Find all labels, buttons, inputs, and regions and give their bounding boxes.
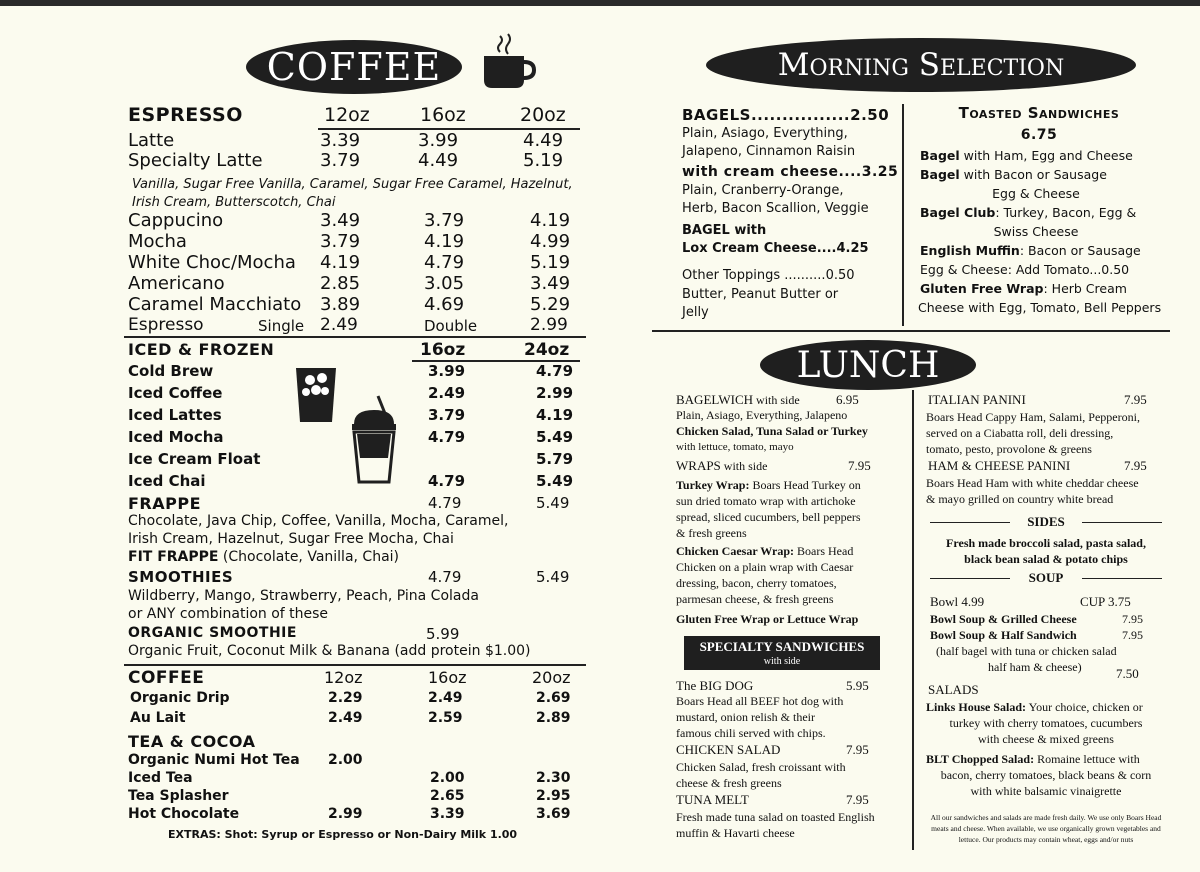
frappe-flavors: Irish Cream, Hazelnut, Sugar Free Mocha, Chai [128,531,454,547]
sides-desc: Fresh made broccoli salad, pasta salad, [946,536,1146,550]
price: 3.99 [418,130,459,151]
coffee-heading: COFFEE [128,668,205,688]
item-desc: turkey with cherry tomatoes, cucumbers [949,716,1143,730]
item-desc: tomato, pesto, provolone & greens [926,442,1092,456]
soup-title: SOUP [1028,570,1064,585]
item-name: BLT Chopped Salad: [926,752,1035,766]
item-name: Bagel [920,148,960,163]
item-name: The BIG DOG [676,678,754,693]
item-name: Bowl Soup & Half Sandwich [930,628,1077,642]
divider [912,390,914,850]
item-desc: Boars Head [794,544,854,558]
price: 2.49 [328,710,363,726]
morning-selection-banner [706,38,1136,92]
gluten-free-note: Gluten Free Wrap or Lettuce Wrap [676,612,859,626]
menu-item [128,150,588,170]
iced-heading: ICED & FROZEN [128,340,275,359]
fit-frappe-label: FIT FRAPPE [128,549,219,565]
price: 2.99 [328,806,363,822]
specialty-title: SPECIALTY SANDWICHES [699,639,865,654]
soup-half-row [930,628,1166,643]
toasted-line [920,281,1164,296]
item-name: FRAPPE [128,494,202,513]
bagelwich-row [676,392,898,408]
item-desc: Plain, Asiago, Everything, Jalapeno [676,408,848,422]
price: 4.49 [418,150,459,171]
size-12oz: 12oz [324,104,370,126]
menu-item [128,690,588,710]
price: 3.49 [320,210,361,231]
price: 4.79 [536,362,574,380]
price: 2.95 [536,788,571,804]
item-name: TUNA MELT [676,792,749,807]
price: 4.49 [523,130,564,151]
item-desc: : Turkey, Bacon, Egg & [995,205,1137,220]
price: 5.95 [846,678,869,693]
cream-cheese-desc: Herb, Bacon Scallion, Veggie [682,201,869,216]
price: 2.00 [328,752,363,768]
item-name: Tea Splasher [128,788,229,804]
price: 7.95 [1124,392,1147,407]
price: 2.99 [530,315,568,335]
size-24oz: 24oz [524,340,570,360]
toasted-line [920,243,1164,258]
item-name: Latte [128,130,175,151]
item-desc: spread, sliced cucumbers, bell peppers [676,510,861,524]
item-name: Au Lait [130,710,186,726]
espresso-section [128,104,588,344]
price: 3.05 [424,273,465,294]
price: 4.79 [428,494,462,512]
price: 2.49 [320,315,358,335]
price: 3.79 [424,210,465,231]
toasted-line [920,148,1164,163]
item-desc: half ham & cheese) [988,660,1082,674]
item-desc: with cheese & mixed greens [978,732,1114,746]
tuna-melt-row [676,792,898,807]
price: 4.19 [320,252,361,273]
price: 4.99 [530,231,571,252]
menu-item [128,294,588,314]
item-desc: Chicken Salad, fresh croissant with [676,760,846,774]
item-desc: (half bagel with tuna or chicken salad [936,644,1117,658]
price: 2.69 [536,690,571,706]
size-16oz: 16oz [428,668,467,687]
latte-flavors: Vanilla, Sugar Free Vanilla, Caramel, Sugar Free Caramel, Hazelnut, Irish Cream, Butterscotch, Chai [132,177,573,210]
price: 7.95 [1122,612,1143,626]
item-desc: dressing, bacon, cherry tomatoes, [676,576,837,590]
item-desc: Boars Head Cappy Ham, Salami, Pepperoni, [926,410,1140,424]
size-12oz: 12oz [324,668,363,687]
price: 2.49 [428,690,463,706]
item-name: English Muffin [920,243,1020,258]
toasted-price: 6.75 [1020,127,1058,143]
divider [652,330,1170,332]
item-desc: Egg & Cheese [992,186,1080,201]
item-name: Iced Lattes [128,406,222,424]
item-name: Links House Salad: [926,700,1027,714]
price: 3.79 [428,406,466,424]
menu-item [128,130,588,150]
fit-frappe-flavors: (Chocolate, Vanilla, Chai) [222,549,400,565]
price: 6.95 [836,392,859,407]
lunch-right-section [924,392,1168,852]
size-20oz: 20oz [520,104,566,126]
item-desc: Your choice, chicken or [1026,700,1143,714]
frozen-drink-icon [348,394,400,490]
ham-panini-row [928,458,1168,473]
item-name: ORGANIC SMOOTHIE [128,625,297,641]
item-desc: served on a Ciabatta roll, deli dressing, [926,426,1114,440]
price: 4.79 [428,428,466,446]
soup-cup-price: CUP 3.75 [1080,594,1131,609]
item-name: SMOOTHIES [128,568,234,586]
coffee-cup-icon [478,32,538,96]
item-name: BAGELWICH [676,392,754,407]
item-name: Organic Drip [130,690,230,706]
item-desc: bacon, cherry tomatoes, black beans & corn [940,768,1152,782]
menu-item [128,231,588,251]
tea-heading: TEA & COCOA [128,732,256,751]
bagels-section [682,106,898,326]
price: 2.00 [430,770,465,786]
extras-note: EXTRAS: Shot: Syrup or Espresso or Non-Dairy Milk 1.00 [168,828,518,841]
item-name: Bagel Club [920,205,996,220]
item-name: Gluten Free Wrap [920,281,1044,296]
size-16oz: 16oz [420,340,466,360]
item-desc: with Ham, Egg and Cheese [959,148,1133,163]
item-name: Bagel [920,167,960,182]
item-desc: & fresh greens [676,526,747,540]
divider [124,664,586,666]
item-name: Iced Mocha [128,428,224,446]
price: 2.85 [320,273,361,294]
menu-item [128,770,588,790]
item-name: Cappucino [128,210,224,231]
item-name: Organic Numi Hot Tea [128,752,300,768]
iced-drink-icon [292,364,340,430]
menu-item [128,494,588,514]
salads-title: SALADS [928,682,979,697]
menu-item [128,362,588,382]
price: 4.19 [530,210,571,231]
price: 7.95 [1124,458,1147,473]
bigdog-row [676,678,898,693]
lox-title: BAGEL with [682,223,767,238]
top-border [0,0,1200,6]
espresso-row [128,315,588,335]
caesar-wrap [676,544,853,559]
toppings-desc: Jelly [682,305,709,320]
disclaimer [924,812,1168,845]
toasted-line [914,224,1158,239]
item-name: Espresso [128,315,204,335]
item-name: Chicken Caesar Wrap: [676,544,795,558]
item-desc: Boars Head all BEEF hot dog with [676,694,844,708]
item-name: ITALIAN PANINI [928,392,1026,407]
price: 4.79 [424,252,465,273]
item-desc: Cheese with Egg, Tomato, Bell Peppers [918,300,1162,315]
menu-item [128,568,588,588]
menu-item [128,788,588,808]
item-desc: Fresh made tuna salad on toasted English [676,810,875,824]
price: 3.79 [320,231,361,252]
size-16oz: 16oz [420,104,466,126]
price: 5.49 [536,472,574,490]
disclaimer-line: lettuce. Our products may contain wheat, eggs and/or nuts [958,835,1134,844]
price: 7.95 [846,742,869,757]
links-salad [926,700,1143,715]
price: 4.19 [424,231,465,252]
item-desc: Chicken Salad, Tuna Salad or Turkey [676,424,868,438]
price: 2.89 [536,710,571,726]
price: 7.95 [1122,628,1143,642]
wraps-row [676,458,898,474]
price: 3.99 [428,362,466,380]
disclaimer-line: All our sandwiches and salads are made fresh daily. We use only Boars Head [930,813,1162,822]
fit-frappe [128,549,399,565]
item-name: Specialty Latte [128,150,263,171]
toasted-line [920,167,1164,182]
price: 2.30 [536,770,571,786]
coffee-banner-text: COFFEE [266,45,442,89]
item-name: Mocha [128,231,187,252]
item-desc: Egg & Cheese: Add Tomato...0.50 [920,262,1130,277]
sides-desc: black bean salad & potato chips [964,552,1128,566]
turkey-wrap [676,478,861,493]
price: 5.29 [530,294,571,315]
double-label: Double [424,317,478,335]
frappe-flavors: Chocolate, Java Chip, Coffee, Vanilla, Mocha, Caramel, [128,513,509,529]
menu-item [128,210,588,230]
item-name: Iced Chai [128,472,206,490]
specialty-sandwiches-banner [684,636,880,670]
divider [902,104,904,326]
price: 5.49 [536,428,574,446]
chicken-salad-row [676,742,898,757]
toasted-line [914,186,1158,201]
toasted-line [920,262,1164,277]
item-desc: : Herb Cream [1043,281,1127,296]
smoothie-flavors: Wildberry, Mango, Strawberry, Peach, Pina Colada [128,588,479,604]
toasted-title: Toasted Sandwiches [958,104,1120,122]
price: 2.65 [430,788,465,804]
price: 5.19 [523,150,564,171]
item-name: WRAPS [676,458,721,473]
price: 7.50 [1116,666,1139,681]
price: 3.79 [320,150,361,171]
price: 5.19 [530,252,571,273]
item-desc: cheese & fresh greens [676,776,782,790]
soup-bowl-price: Bowl 4.99 [930,594,985,609]
bagels-desc: Jalapeno, Cinnamon Raisin [682,144,856,159]
toasted-line [920,205,1164,220]
bagels-title: BAGELS................2.50 [682,106,890,124]
coffee-banner [246,40,462,94]
cream-cheese-title: with cream cheese....3.25 [682,164,899,180]
lunch-left-section [676,392,898,852]
price: 5.99 [426,625,460,643]
item-desc: Swiss Cheese [993,224,1079,239]
disclaimer-line: meats and cheese. When available, we use organically grown vegetables and [931,824,1161,833]
item-name: White Choc/Mocha [128,252,296,273]
price: 3.39 [430,806,465,822]
toppings-desc: Butter, Peanut Butter or [682,287,839,302]
price: 5.79 [536,450,574,468]
menu-item [128,252,588,272]
item-desc: with lettuce, tomato, mayo [676,441,794,453]
item-name: Iced Coffee [128,384,223,402]
price: 4.19 [536,406,574,424]
item-name: Iced Tea [128,770,193,786]
price: 4.79 [428,568,462,586]
side-note: with side [753,393,800,407]
coffee-section [128,668,588,848]
single-label: Single [258,317,305,335]
item-desc: Boars Head Turkey on [749,478,861,492]
item-name: Turkey Wrap: [676,478,750,492]
item-desc: muffin & Havarti cheese [676,826,795,840]
espresso-heading: ESPRESSO [128,104,243,126]
item-desc: Romaine lettuce with [1034,752,1140,766]
item-name: Bowl Soup & Grilled Cheese [930,612,1077,626]
item-name: Americano [128,273,225,294]
lunch-banner [760,340,976,390]
item-desc: parmesan cheese, & fresh greens [676,592,834,606]
bagels-desc: Plain, Asiago, Everything, [682,126,848,141]
price: 4.69 [424,294,465,315]
menu-item [128,625,588,645]
toasted-section [914,104,1164,324]
price: 2.59 [428,710,463,726]
price: 3.39 [320,130,361,151]
price: 7.95 [848,458,871,473]
price: 4.79 [428,472,466,490]
organic-smoothie-desc: Organic Fruit, Coconut Milk & Banana (add protein $1.00) [128,643,531,659]
item-desc: & mayo grilled on country white bread [926,492,1114,506]
blt-salad [926,752,1140,767]
menu-item [128,806,588,826]
price: 3.89 [320,294,361,315]
menu-item [128,752,588,772]
menu-item [128,273,588,293]
item-name: Ice Cream Float [128,450,261,468]
item-name: Hot Chocolate [128,806,240,822]
item-name: Cold Brew [128,362,214,380]
lox-title: Lox Cream Cheese....4.25 [682,241,869,256]
lunch-banner-text: LUNCH [796,344,940,386]
item-name: HAM & CHEESE PANINI [928,458,1071,473]
item-desc: Boars Head Ham with white cheddar cheese [926,476,1139,490]
iced-section [128,340,588,660]
price: 5.49 [536,494,570,512]
price: 2.49 [428,384,466,402]
price: 7.95 [846,792,869,807]
item-desc: : Bacon or Sausage [1019,243,1141,258]
price: 3.49 [530,273,571,294]
size-20oz: 20oz [532,668,571,687]
cream-cheese-desc: Plain, Cranberry-Orange, [682,183,844,198]
divider [124,336,586,338]
item-desc: with Bacon or Sausage [959,167,1107,182]
morning-banner-text: Morning Selection [777,47,1065,83]
sides-title: SIDES [1027,514,1065,529]
smoothie-flavors: or ANY combination of these [128,606,329,622]
item-name: Caramel Macchiato [128,294,302,315]
price: 5.49 [536,568,570,586]
toasted-line [918,300,1164,315]
item-desc: famous chili served with chips. [676,726,826,740]
price: 2.29 [328,690,363,706]
price: 2.99 [536,384,574,402]
specialty-sub: with side [763,656,801,667]
item-desc: sun dried tomato wrap with artichoke [676,494,856,508]
item-desc: mustard, onion relish & their [676,710,815,724]
soup-grilled-row [930,612,1166,627]
side-note: with side [720,459,768,473]
price: 3.69 [536,806,571,822]
italian-panini-row [928,392,1168,407]
item-name: CHICKEN SALAD [676,742,781,757]
item-desc: Chicken on a plain wrap with Caesar [676,560,854,574]
toppings-title: Other Toppings ..........0.50 [682,268,855,283]
item-desc: with white balsamic vinaigrette [970,784,1122,798]
menu-item [128,710,588,730]
